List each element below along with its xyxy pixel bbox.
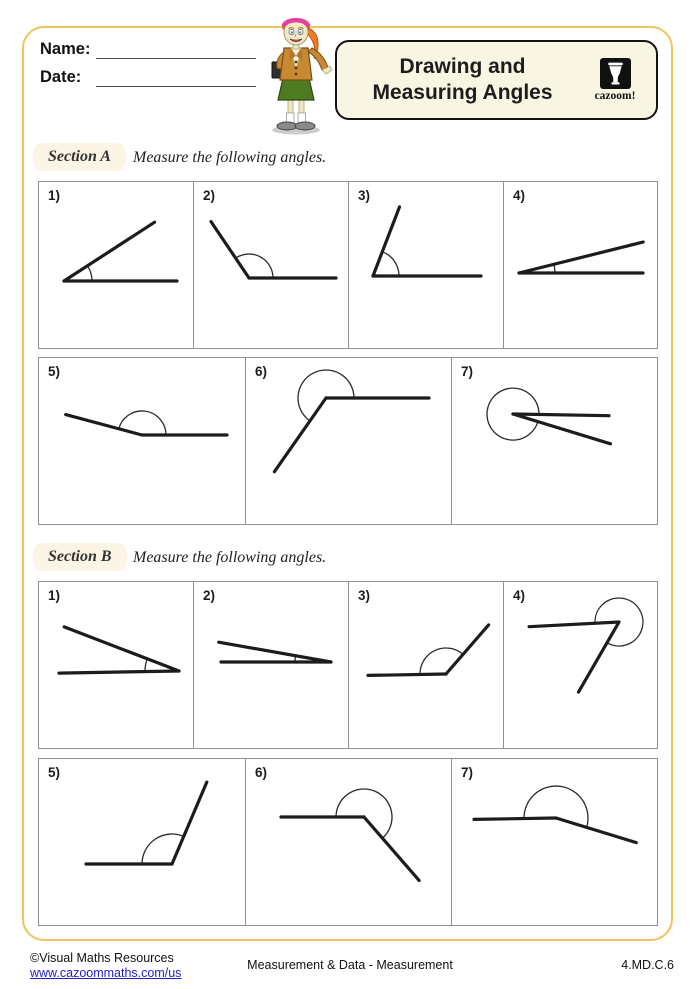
date-field-line: [96, 69, 256, 87]
problem-cell-b3: [348, 581, 504, 749]
angle-figure: [452, 759, 657, 925]
problem-cell-a6: [245, 357, 452, 525]
name-label: Name:: [40, 40, 91, 58]
section-a-label: Section A: [33, 143, 126, 171]
name-field-line: [96, 41, 256, 59]
problem-number: 6): [255, 765, 268, 780]
problem-cell-a1: [38, 181, 194, 349]
problem-number: 6): [255, 364, 268, 379]
problem-cell-b1: [38, 581, 194, 749]
problem-number: 1): [48, 588, 61, 603]
worksheet-title: [337, 54, 582, 106]
worksheet-title-line1: Drawing and: [399, 55, 526, 78]
section-b-label: Section B: [33, 543, 127, 571]
problem-number: 3): [358, 188, 371, 203]
problem-number: 7): [461, 364, 474, 379]
problem-number: 2): [203, 188, 216, 203]
angle-figure: [39, 358, 245, 524]
problem-cell-a4: [503, 181, 658, 349]
footer-copyright: ©Visual Maths Resources: [30, 951, 174, 965]
problem-number: 4): [513, 588, 526, 603]
problem-cell-a3: [348, 181, 504, 349]
student-character-illustration: [256, 12, 336, 136]
problem-cell-b5: [38, 758, 246, 926]
problem-cell-b7: [451, 758, 658, 926]
footer-standard-code: 4.MD.C.6: [621, 958, 674, 972]
problem-cell-a2: [193, 181, 349, 349]
angle-figure: [246, 358, 451, 524]
problem-cell-a5: [38, 357, 246, 525]
problem-number: 5): [48, 765, 61, 780]
angle-figure: [504, 182, 657, 348]
problem-cell-b2: [193, 581, 349, 749]
problem-number: 2): [203, 588, 216, 603]
section-a-instruction: Measure the following angles.: [133, 149, 327, 166]
angle-figure: [194, 582, 348, 748]
angle-figure: [194, 182, 348, 348]
problem-cell-b6: [245, 758, 452, 926]
problem-number: 5): [48, 364, 61, 379]
angle-figure: [349, 182, 503, 348]
problem-cell-b4: [503, 581, 658, 749]
cazoom-logo-text: cazoom!: [594, 90, 636, 102]
cazoom-goblet-icon: [600, 58, 631, 89]
worksheet-title-line2: Measuring Angles: [372, 81, 553, 104]
problem-number: 4): [513, 188, 526, 203]
section-b-instruction: Measure the following angles.: [133, 549, 327, 566]
angle-figure: [504, 582, 657, 748]
angle-figure: [349, 582, 503, 748]
date-label: Date:: [40, 68, 82, 86]
angle-figure: [452, 358, 657, 524]
title-box: [335, 40, 658, 120]
problem-cell-a7: [451, 357, 658, 525]
footer-link[interactable]: www.cazoommaths.com/us: [30, 966, 182, 980]
angle-figure: [39, 759, 245, 925]
angle-figure: [246, 759, 451, 925]
name-field-row: [40, 40, 256, 59]
date-field-row: [40, 68, 256, 87]
problem-number: 1): [48, 188, 61, 203]
angle-figure: [39, 182, 193, 348]
cazoom-logo: [582, 58, 656, 102]
problem-number: 7): [461, 765, 474, 780]
problem-number: 3): [358, 588, 371, 603]
footer-category: Measurement & Data - Measurement: [247, 958, 453, 972]
angle-figure: [39, 582, 193, 748]
